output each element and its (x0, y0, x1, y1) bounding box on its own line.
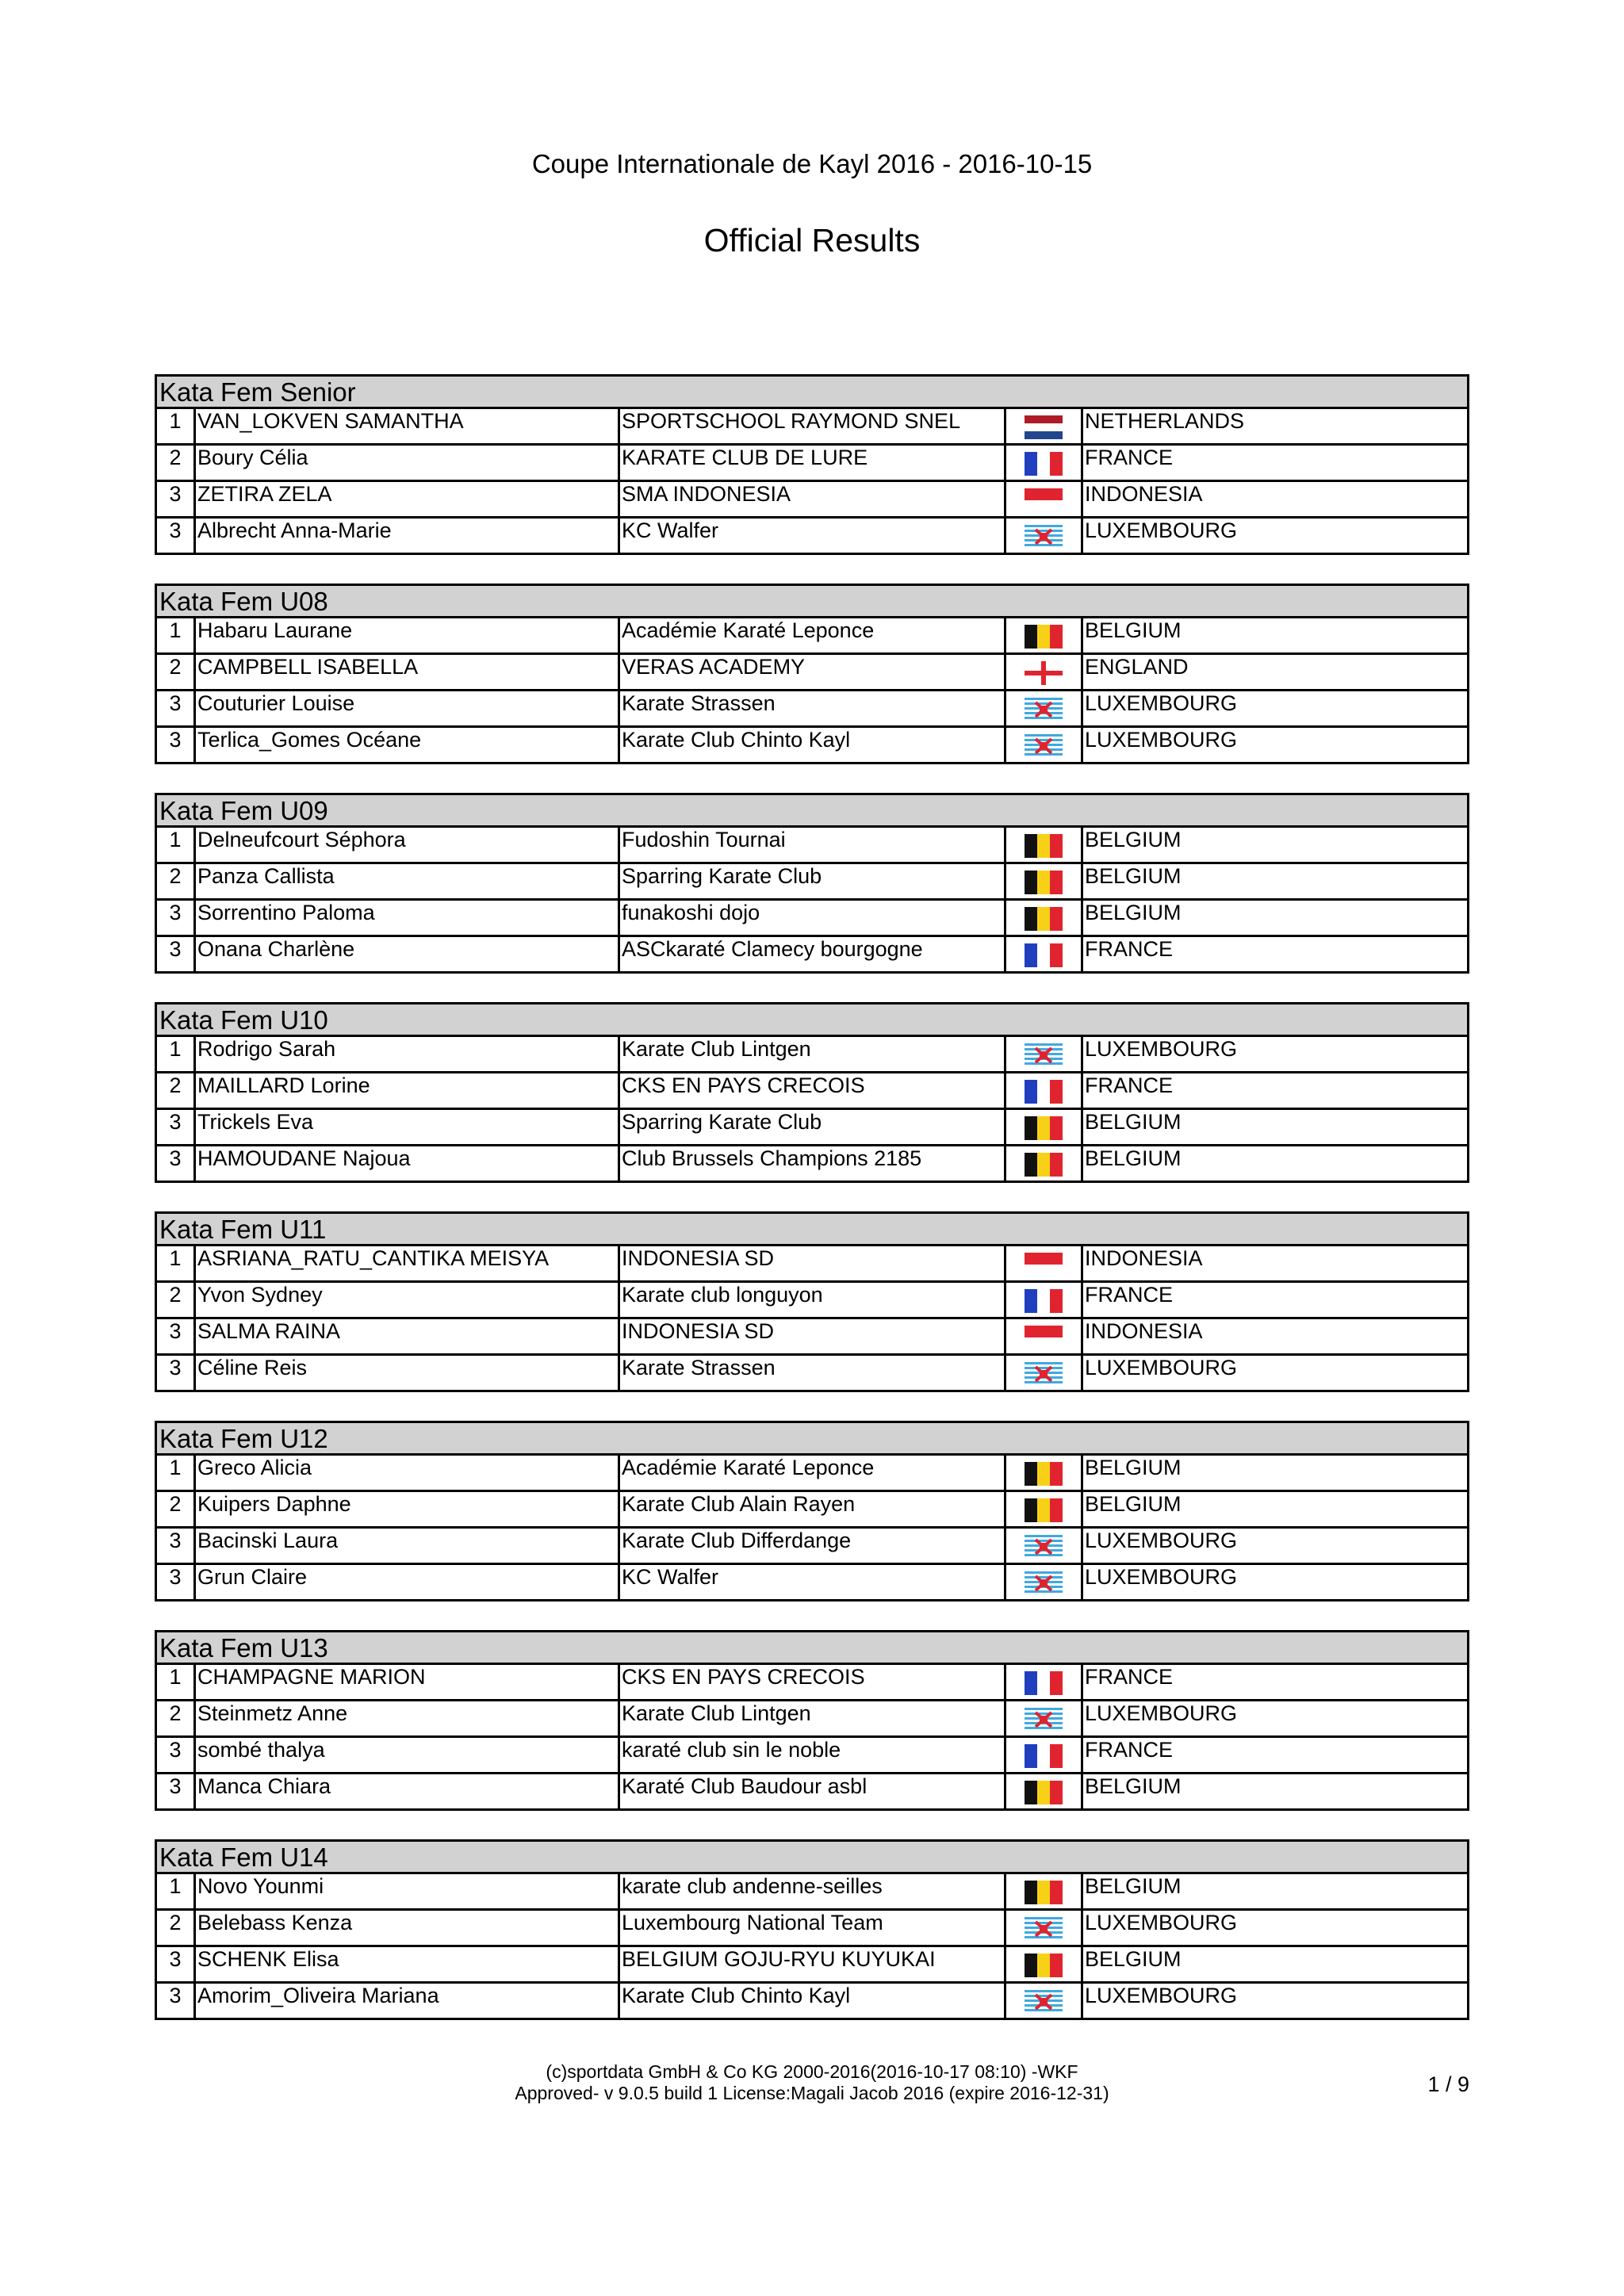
rank-cell: 3 (157, 1529, 196, 1563)
athlete-name-cell: Rodrigo Sarah (196, 1037, 620, 1071)
country-cell: BELGIUM (1085, 618, 1182, 642)
netherlands-flag (1006, 409, 1083, 443)
france-flag (1006, 446, 1083, 480)
club-cell: Fudoshin Tournai (620, 828, 1006, 862)
france-flag (1006, 937, 1083, 971)
country-cell: BELGIUM (1085, 864, 1182, 888)
country-cell: LUXEMBOURG (1085, 691, 1238, 715)
athlete-name-cell: SALMA RAINA (196, 1319, 620, 1353)
club-cell: Karaté Club Baudour asbl (620, 1774, 1006, 1808)
rank-cell: 2 (157, 1283, 196, 1317)
athlete-name-cell: Sorrentino Paloma (196, 901, 620, 935)
club-cell: SMA INDONESIA (620, 482, 1006, 516)
event-section (155, 374, 1469, 555)
country-cell: NETHERLANDS (1085, 409, 1245, 433)
belgium-flag (1006, 1456, 1083, 1490)
luxembourg-flag (1006, 1529, 1083, 1563)
country-cell: INDONESIA (1085, 482, 1203, 506)
belgium-flag (1006, 1110, 1083, 1144)
country-cell: BELGIUM (1085, 1456, 1182, 1479)
rank-cell: 3 (157, 482, 196, 516)
result-row (155, 828, 1469, 864)
country-cell: LUXEMBOURG (1085, 1984, 1238, 2007)
event-title: Kata Fem U13 (155, 1630, 1469, 1665)
luxembourg-flag (1006, 1911, 1083, 1945)
result-row (155, 1073, 1469, 1110)
event-title: Kata Fem U09 (155, 793, 1469, 828)
results-list (155, 374, 1469, 2049)
club-cell: INDONESIA SD (620, 1319, 1006, 1353)
event-title: Kata Fem U08 (155, 584, 1469, 618)
athlete-name-cell: HAMOUDANE Najoua (196, 1146, 620, 1181)
result-row (155, 1565, 1469, 1601)
athlete-name-cell: SCHENK Elisa (196, 1947, 620, 1981)
country-cell: LUXEMBOURG (1085, 1701, 1238, 1725)
belgium-flag (1006, 1774, 1083, 1808)
rank-cell: 1 (157, 1665, 196, 1699)
france-flag (1006, 1665, 1083, 1699)
country-cell: FRANCE (1085, 937, 1174, 961)
document-title: Coupe Internationale de Kayl 2016 - 2016-10-15 (531, 149, 1093, 178)
indonesia-flag (1006, 482, 1083, 516)
athlete-name-cell: ZETIRA ZELA (196, 482, 620, 516)
athlete-name-cell: Bacinski Laura (196, 1529, 620, 1563)
country-cell: LUXEMBOURG (1085, 1529, 1238, 1552)
club-cell: Karate Club Chinto Kayl (620, 728, 1006, 762)
club-cell: Luxembourg National Team (620, 1911, 1006, 1945)
belgium-flag (1006, 618, 1083, 652)
country-cell: LUXEMBOURG (1085, 519, 1238, 542)
country-cell: LUXEMBOURG (1085, 1037, 1238, 1061)
club-cell: Karate Strassen (620, 691, 1006, 725)
result-row (155, 1701, 1469, 1738)
result-row (155, 482, 1469, 519)
athlete-name-cell: CAMPBELL ISABELLA (196, 655, 620, 689)
luxembourg-flag (1006, 1356, 1083, 1390)
luxembourg-flag (1006, 519, 1083, 553)
event-section (155, 1421, 1469, 1601)
belgium-flag (1006, 1947, 1083, 1981)
result-row (155, 1947, 1469, 1984)
club-cell: Karate Strassen (620, 1356, 1006, 1390)
rank-cell: 3 (157, 937, 196, 971)
country-cell: BELGIUM (1085, 1492, 1182, 1516)
club-cell: KC Walfer (620, 519, 1006, 553)
athlete-name-cell: Habaru Laurane (196, 618, 620, 652)
result-row (155, 1283, 1469, 1319)
event-title: Kata Fem U10 (155, 1002, 1469, 1037)
club-cell: Sparring Karate Club (620, 864, 1006, 898)
club-cell: ASCkaraté Clamecy bourgogne (620, 937, 1006, 971)
rank-cell: 1 (157, 1874, 196, 1908)
result-row (155, 1037, 1469, 1073)
result-row (155, 1356, 1469, 1392)
athlete-name-cell: CHAMPAGNE MARION (196, 1665, 620, 1699)
result-row (155, 901, 1469, 937)
athlete-name-cell: Belebass Kenza (196, 1911, 620, 1945)
footer-license: Approved- v 9.0.5 build 1 License:Magali Jacob 2016 (expire 2016-12-31) (515, 2083, 1109, 2103)
luxembourg-flag (1006, 1565, 1083, 1599)
event-section (155, 1211, 1469, 1392)
club-cell: KC Walfer (620, 1565, 1006, 1599)
france-flag (1006, 1073, 1083, 1108)
club-cell: KARATE CLUB DE LURE (620, 446, 1006, 480)
indonesia-flag (1006, 1246, 1083, 1280)
result-row (155, 937, 1469, 974)
club-cell: karaté club sin le noble (620, 1738, 1006, 1772)
rank-cell: 2 (157, 446, 196, 480)
rank-cell: 3 (157, 1774, 196, 1808)
event-title: Kata Fem U14 (155, 1839, 1469, 1874)
luxembourg-flag (1006, 691, 1083, 725)
luxembourg-flag (1006, 1037, 1083, 1071)
rank-cell: 2 (157, 864, 196, 898)
rank-cell: 3 (157, 728, 196, 762)
rank-cell: 1 (157, 828, 196, 862)
club-cell: Karate Club Differdange (620, 1529, 1006, 1563)
country-cell: LUXEMBOURG (1085, 1911, 1238, 1934)
athlete-name-cell: Boury Célia (196, 446, 620, 480)
club-cell: Club Brussels Champions 2185 (620, 1146, 1006, 1181)
footer (0, 2061, 1624, 2104)
rank-cell: 3 (157, 1146, 196, 1181)
athlete-name-cell: Manca Chiara (196, 1774, 620, 1808)
country-cell: INDONESIA (1085, 1246, 1203, 1270)
result-row (155, 1319, 1469, 1356)
result-row (155, 446, 1469, 482)
belgium-flag (1006, 901, 1083, 935)
country-cell: BELGIUM (1085, 1874, 1182, 1898)
event-title: Kata Fem U12 (155, 1421, 1469, 1456)
country-cell: LUXEMBOURG (1085, 1565, 1238, 1589)
result-row (155, 1874, 1469, 1911)
result-row (155, 1492, 1469, 1529)
event-title: Kata Fem U11 (155, 1211, 1469, 1246)
result-row (155, 1911, 1469, 1947)
rank-cell: 3 (157, 1565, 196, 1599)
result-row (155, 1456, 1469, 1492)
rank-cell: 3 (157, 1947, 196, 1981)
club-cell: INDONESIA SD (620, 1246, 1006, 1280)
event-section (155, 793, 1469, 974)
club-cell: SPORTSCHOOL RAYMOND SNEL (620, 409, 1006, 443)
rank-cell: 3 (157, 691, 196, 725)
rank-cell: 3 (157, 1738, 196, 1772)
france-flag (1006, 1738, 1083, 1772)
result-row (155, 1146, 1469, 1183)
rank-cell: 3 (157, 519, 196, 553)
rank-cell: 2 (157, 1701, 196, 1735)
country-cell: LUXEMBOURG (1085, 728, 1238, 752)
athlete-name-cell: Grun Claire (196, 1565, 620, 1599)
rank-cell: 3 (157, 1984, 196, 2018)
france-flag (1006, 1283, 1083, 1317)
rank-cell: 3 (157, 901, 196, 935)
result-row (155, 1984, 1469, 2020)
country-cell: LUXEMBOURG (1085, 1356, 1238, 1380)
athlete-name-cell: Novo Younmi (196, 1874, 620, 1908)
country-cell: BELGIUM (1085, 1947, 1182, 1971)
document-subtitle: Official Results (703, 222, 921, 258)
club-cell: Karate Club Alain Rayen (620, 1492, 1006, 1526)
athlete-name-cell: Onana Charlène (196, 937, 620, 971)
result-row (155, 655, 1469, 691)
country-cell: FRANCE (1085, 1665, 1174, 1689)
result-row (155, 1529, 1469, 1565)
athlete-name-cell: MAILLARD Lorine (196, 1073, 620, 1108)
page-number: 1 / 9 (1427, 2072, 1469, 2096)
result-row (155, 728, 1469, 764)
country-cell: BELGIUM (1085, 1774, 1182, 1798)
athlete-name-cell: Terlica_Gomes Océane (196, 728, 620, 762)
belgium-flag (1006, 864, 1083, 898)
result-row (155, 618, 1469, 655)
athlete-name-cell: ASRIANA_RATU_CANTIKA MEISYA (196, 1246, 620, 1280)
country-cell: FRANCE (1085, 1738, 1174, 1762)
rank-cell: 2 (157, 1492, 196, 1526)
event-section (155, 1002, 1469, 1183)
result-row (155, 1110, 1469, 1146)
club-cell: Karate Club Lintgen (620, 1701, 1006, 1735)
result-row (155, 519, 1469, 555)
athlete-name-cell: Kuipers Daphne (196, 1492, 620, 1526)
country-cell: BELGIUM (1085, 1146, 1182, 1170)
club-cell: CKS EN PAYS CRECOIS (620, 1665, 1006, 1699)
country-cell: FRANCE (1085, 446, 1174, 469)
country-cell: BELGIUM (1085, 1110, 1182, 1134)
result-row (155, 1738, 1469, 1774)
result-row (155, 1665, 1469, 1701)
athlete-name-cell: Panza Callista (196, 864, 620, 898)
country-cell: BELGIUM (1085, 901, 1182, 924)
event-title: Kata Fem Senior (155, 374, 1469, 409)
result-row (155, 864, 1469, 901)
country-cell: FRANCE (1085, 1283, 1174, 1307)
athlete-name-cell: Greco Alicia (196, 1456, 620, 1490)
country-cell: ENGLAND (1085, 655, 1189, 679)
rank-cell: 1 (157, 1456, 196, 1490)
club-cell: Karate Club Lintgen (620, 1037, 1006, 1071)
rank-cell: 3 (157, 1356, 196, 1390)
rank-cell: 2 (157, 655, 196, 689)
club-cell: funakoshi dojo (620, 901, 1006, 935)
club-cell: Karate Club Chinto Kayl (620, 1984, 1006, 2018)
luxembourg-flag (1006, 728, 1083, 762)
footer-copyright: (c)sportdata GmbH & Co KG 2000-2016(2016-10-17 08:10) -WKF (546, 2061, 1078, 2082)
country-cell: INDONESIA (1085, 1319, 1203, 1343)
athlete-name-cell: Steinmetz Anne (196, 1701, 620, 1735)
rank-cell: 1 (157, 1246, 196, 1280)
result-row (155, 1246, 1469, 1283)
country-cell: FRANCE (1085, 1073, 1174, 1097)
club-cell: Karate club longuyon (620, 1283, 1006, 1317)
result-row (155, 691, 1469, 728)
belgium-flag (1006, 1874, 1083, 1908)
athlete-name-cell: Delneufcourt Séphora (196, 828, 620, 862)
event-section (155, 1630, 1469, 1811)
rank-cell: 3 (157, 1110, 196, 1144)
club-cell: VERAS ACADEMY (620, 655, 1006, 689)
athlete-name-cell: Albrecht Anna-Marie (196, 519, 620, 553)
luxembourg-flag (1006, 1701, 1083, 1735)
club-cell: Sparring Karate Club (620, 1110, 1006, 1144)
rank-cell: 3 (157, 1319, 196, 1353)
club-cell: karate club andenne-seilles (620, 1874, 1006, 1908)
club-cell: CKS EN PAYS CRECOIS (620, 1073, 1006, 1108)
athlete-name-cell: Trickels Eva (196, 1110, 620, 1144)
event-section (155, 584, 1469, 764)
belgium-flag (1006, 828, 1083, 862)
athlete-name-cell: Yvon Sydney (196, 1283, 620, 1317)
rank-cell: 1 (157, 1037, 196, 1071)
athlete-name-cell: Amorim_Oliveira Mariana (196, 1984, 620, 2018)
athlete-name-cell: sombé thalya (196, 1738, 620, 1772)
athlete-name-cell: VAN_LOKVEN SAMANTHA (196, 409, 620, 443)
club-cell: Académie Karaté Leponce (620, 618, 1006, 652)
belgium-flag (1006, 1492, 1083, 1526)
indonesia-flag (1006, 1319, 1083, 1353)
belgium-flag (1006, 1146, 1083, 1181)
athlete-name-cell: Céline Reis (196, 1356, 620, 1390)
rank-cell: 1 (157, 618, 196, 652)
result-row (155, 1774, 1469, 1811)
result-row (155, 409, 1469, 446)
club-cell: BELGIUM GOJU-RYU KUYUKAI (620, 1947, 1006, 1981)
event-section (155, 1839, 1469, 2020)
luxembourg-flag (1006, 1984, 1083, 2018)
rank-cell: 1 (157, 409, 196, 443)
england-flag (1006, 655, 1083, 689)
club-cell: Académie Karaté Leponce (620, 1456, 1006, 1490)
athlete-name-cell: Couturier Louise (196, 691, 620, 725)
rank-cell: 2 (157, 1073, 196, 1108)
rank-cell: 2 (157, 1911, 196, 1945)
country-cell: BELGIUM (1085, 828, 1182, 851)
